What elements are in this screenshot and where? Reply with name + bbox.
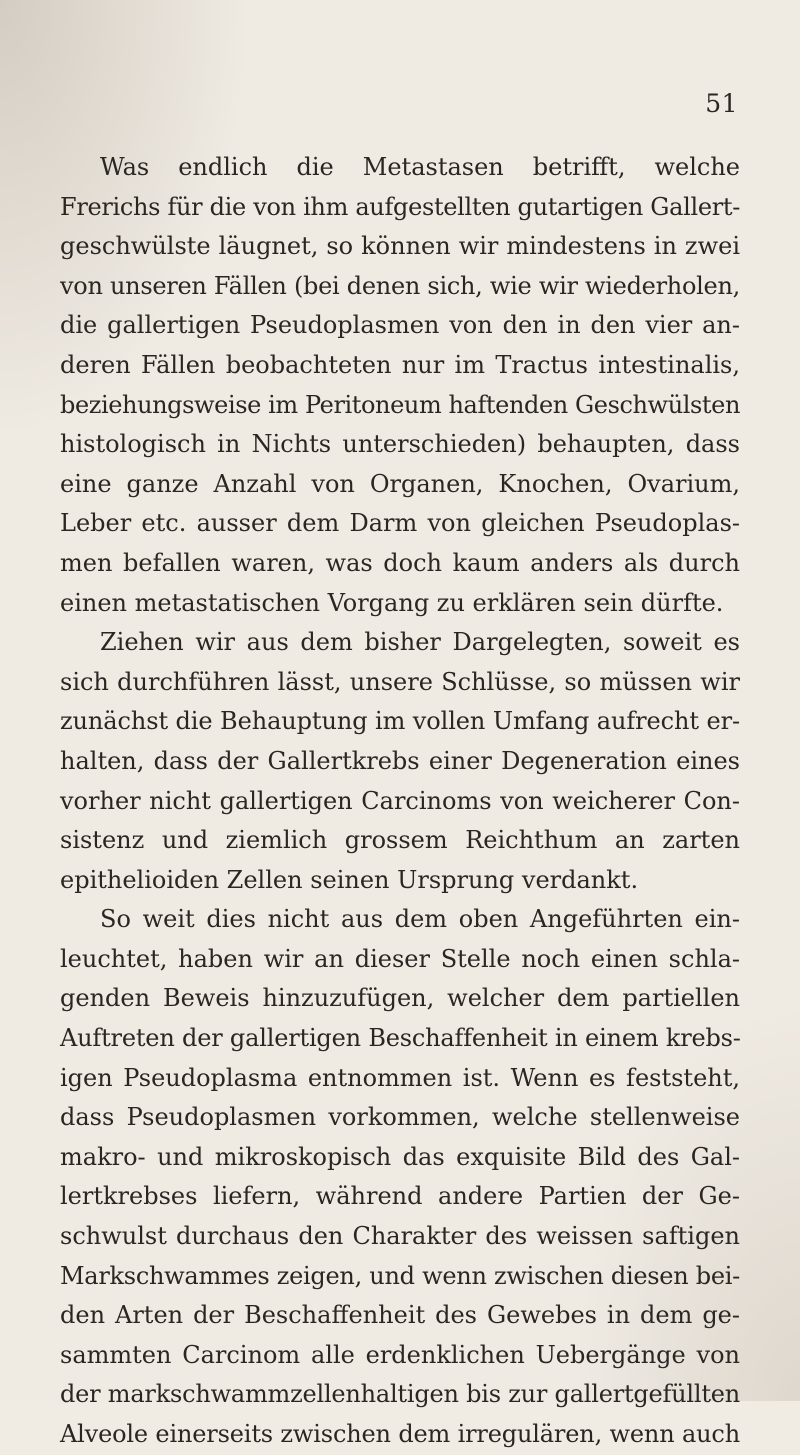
text-line: Ziehen wir aus dem bisher Dargelegten, soweit es — [100, 628, 740, 657]
text-line: von unseren Fällen (bei denen sich, wie wir wiederholen, — [60, 271, 740, 300]
text-line: sammten Carcinom alle erdenklichen Uebergänge von — [60, 1340, 740, 1369]
text-line: Auftreten der gallertigen Beschaffenheit in einem krebs- — [60, 1024, 741, 1053]
text-line: So weit dies nicht aus dem oben Angeführten ein- — [100, 905, 740, 934]
text-line: igen Pseudoplasma entnommen ist. Wenn es feststeht, — [60, 1063, 740, 1092]
text-line: Frerichs für die von ihm aufgestellten gutartigen Gallert- — [60, 192, 741, 221]
text-line: men befallen waren, was doch kaum anders als durch — [60, 548, 740, 577]
text-line: Leber etc. ausser dem Darm von gleichen Pseudoplas- — [60, 509, 740, 538]
text-line: leuchtet, haben wir an dieser Stelle noch einen schla- — [60, 944, 740, 973]
text-line: deren Fällen beobachteten nur im Tractus intestinalis, — [60, 350, 740, 379]
text-line: makro- und mikroskopisch das exquisite Bild des Gal- — [60, 1142, 740, 1171]
text-line: Markschwammes zeigen, und wenn zwischen diesen bei- — [60, 1261, 740, 1290]
text-line: histologisch in Nichts unterschieden) behaupten, dass — [60, 430, 740, 459]
page-number: 51 — [705, 89, 738, 118]
text-line: zunächst die Behauptung im vollen Umfang aufrecht er- — [60, 707, 740, 736]
text-line: genden Beweis hinzuzufügen, welcher dem partiellen — [60, 984, 740, 1013]
text-line: schwulst durchaus den Charakter des weissen saftigen — [60, 1222, 740, 1251]
text-line: die gallertigen Pseudoplasmen von den in den vier an- — [60, 311, 740, 340]
text-line: eine ganze Anzahl von Organen, Knochen, Ovarium, — [60, 469, 740, 498]
text-line: vorher nicht gallertigen Carcinoms von weicherer Con- — [60, 786, 740, 815]
text-line: der markschwammzellenhaltigen bis zur gallertgefüllten — [60, 1380, 740, 1409]
text-line: halten, dass der Gallertkrebs einer Degeneration eines — [60, 746, 740, 775]
text-line: einen metastatischen Vorgang zu erklären sein dürfte. — [60, 588, 724, 617]
text-line: Was endlich die Metastasen betrifft, welche — [100, 153, 740, 181]
text-line: dass Pseudoplasmen vorkommen, welche stellenweise — [60, 1103, 740, 1132]
text-line: beziehungsweise im Peritoneum haftenden Geschwülsten — [60, 390, 740, 419]
text-line: den Arten der Beschaffenheit des Gewebes in dem ge- — [60, 1301, 740, 1330]
text-line: epithelioiden Zellen seinen Ursprung verdankt. — [60, 865, 639, 894]
text-line: sich durchführen lässt, unsere Schlüsse, so müssen wir — [60, 667, 740, 696]
text-line: Alveole einerseits zwischen dem irregulären, wenn auch — [60, 1420, 740, 1448]
body-text — [60, 148, 740, 1455]
text-line: geschwülste läugnet, so können wir mindestens in zwei — [60, 232, 740, 261]
text-line: lertkrebses liefern, während andere Partien der Ge- — [60, 1182, 740, 1211]
text-line: sistenz und ziemlich grossem Reichthum an zarten — [60, 826, 740, 855]
